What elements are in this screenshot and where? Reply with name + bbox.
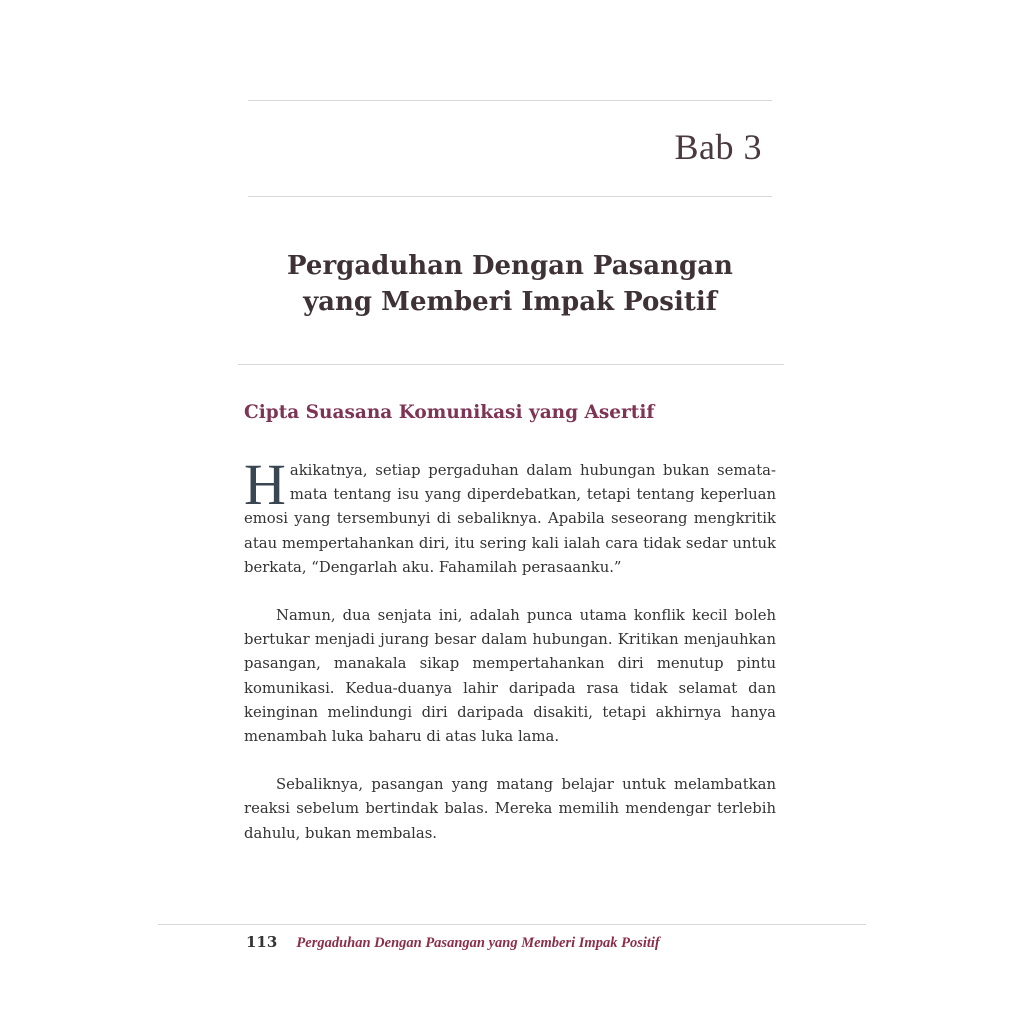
- chapter-divider: [248, 196, 772, 197]
- page-number: 113: [246, 933, 278, 951]
- chapter-label: Bab 3: [674, 127, 762, 167]
- paragraph-1-text: akikatnya, setiap pergaduhan dalam hubungan bukan semata-mata tentang isu yang diperdebatkan, tetapi tentang keperluan emosi yang tersembunyi di sebaliknya. Apabila seseorang mengkritik atau mempertahankan diri, itu sering kali ialah cara tidak sedar untuk berkata, “Dengarlah aku. Fahamilah perasaanku.”: [244, 462, 776, 576]
- section-heading: Cipta Suasana Komunikasi yang Asertif: [244, 402, 655, 423]
- top-divider: [248, 100, 772, 101]
- paragraph-2: Namun, dua senjata ini, adalah punca utama konflik kecil boleh bertukar menjadi jurang besar dalam hubungan. Kritikan menjauhkan pasangan, manakala sikap mempertahankan diri menutup pintu komunikasi. Kedua-duanya lahir daripada rasa tidak selamat dan keinginan melindungi diri daripada disakiti, tetapi akhirnya hanya menambah luka baharu di atas luka lama.: [244, 607, 776, 746]
- paragraph-3: Sebaliknya, pasangan yang matang belajar untuk melambatkan reaksi sebelum bertindak balas. Mereka memilih mendengar terlebih dahulu, bukan membalas.: [244, 776, 776, 842]
- chapter-title-line-1: Pergaduhan Dengan Pasangan: [287, 251, 733, 281]
- running-title: Pergaduhan Dengan Pasangan yang Memberi Impak Positif: [296, 935, 660, 951]
- section-divider: [238, 364, 784, 365]
- footer-divider: [158, 924, 866, 925]
- paragraph-1: [244, 452, 776, 580]
- chapter-title: [248, 248, 772, 320]
- chapter-title-line-2: yang Memberi Impak Positif: [303, 287, 717, 317]
- drop-cap: H: [244, 452, 286, 517]
- page-footer: [246, 932, 660, 952]
- body-text: [244, 452, 776, 870]
